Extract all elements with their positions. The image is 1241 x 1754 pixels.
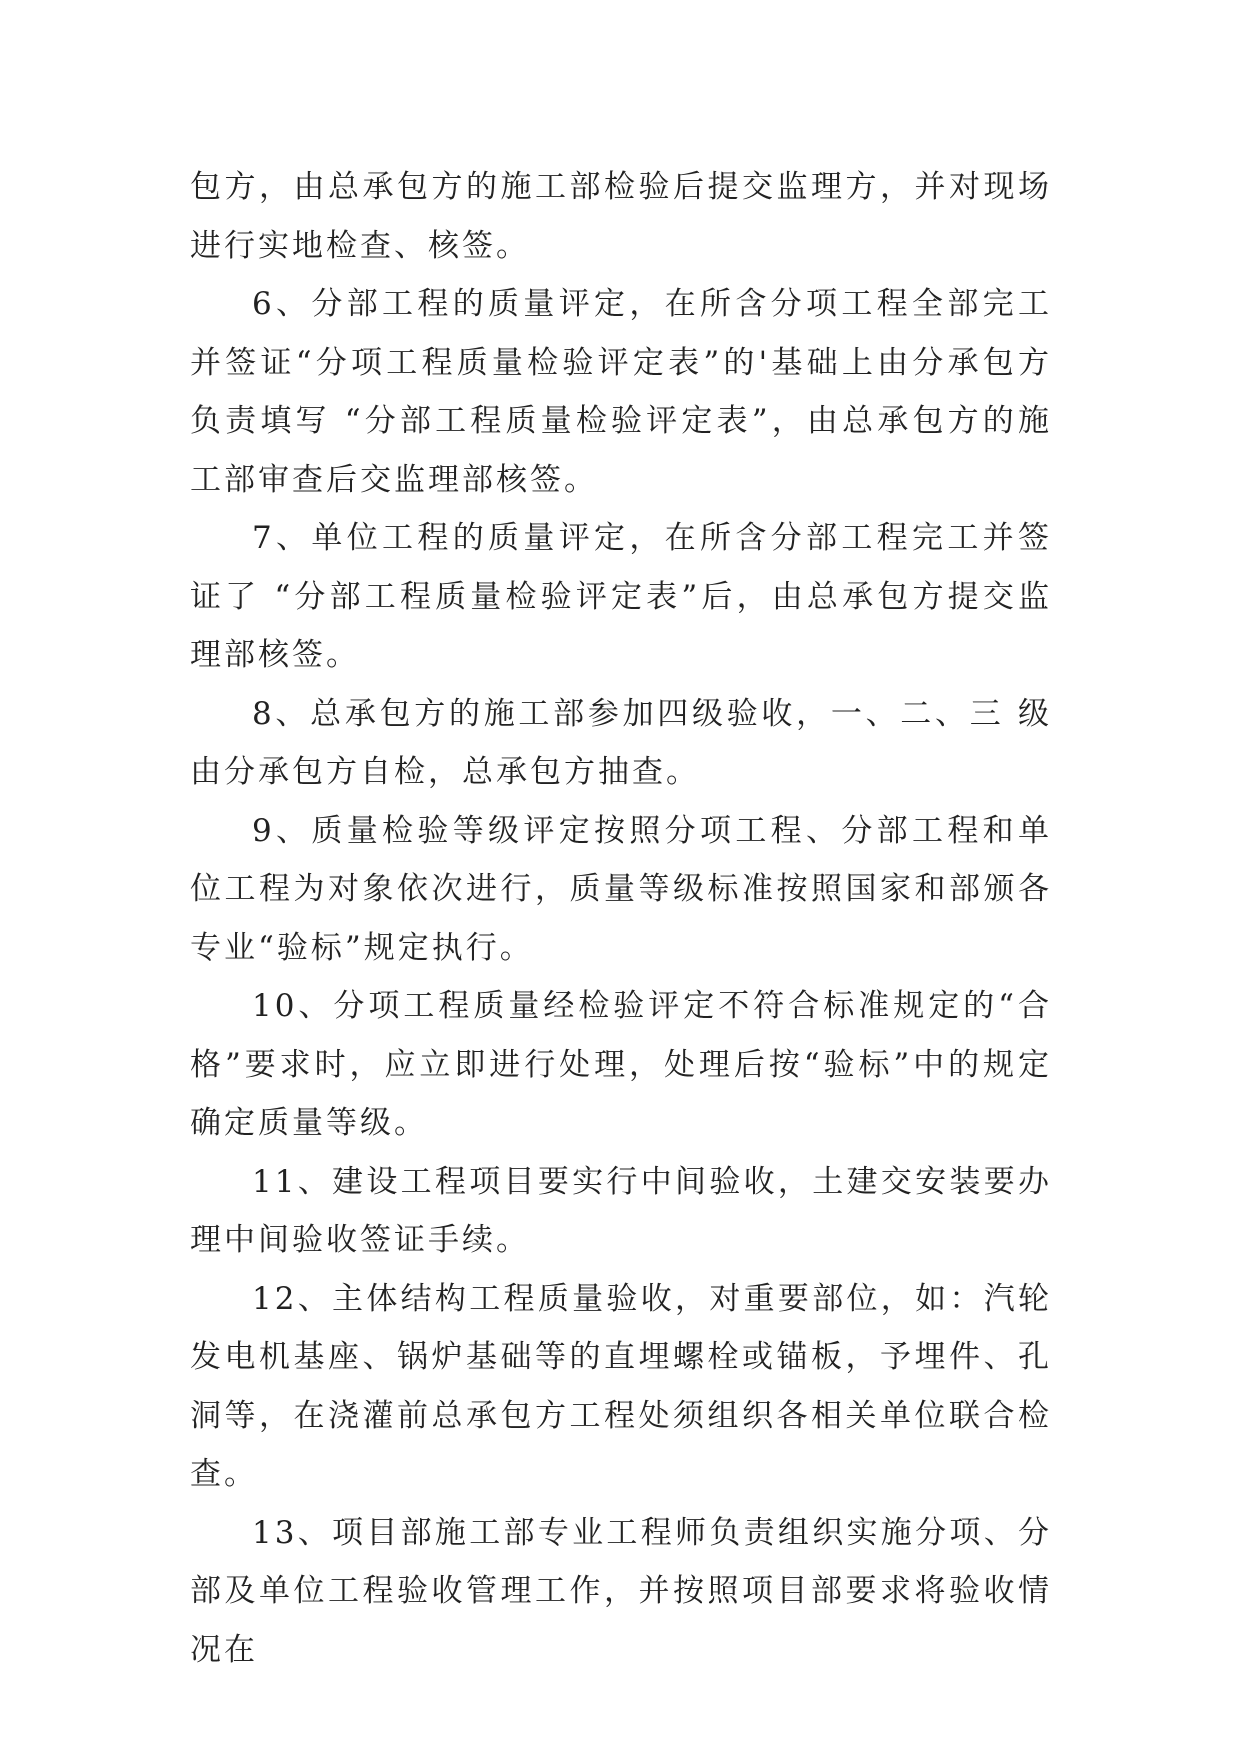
paragraph-continuation: 包方，由总承包方的施工部检验后提交监理方，并对现场进行实地检查、核签。 [190,169,1052,264]
paragraph-item-11: 11、建设工程项目要实行中间验收，土建交安装要办理中间验收签证手续。 [190,1163,1052,1258]
document-body [190,158,1052,1679]
paragraph-item-13: 13、项目部施工部专业工程师负责组织实施分项、分部及单位工程验收管理工作，并按照项目部要求将验收情况在 [190,1514,1052,1668]
paragraph-item-6: 6、分部工程的质量评定，在所含分项工程全部完工并签证“分项工程质量检验评定表”的'基础上由分承包方负责填写 “分部工程质量检验评定表”，由总承包方的施工部审查后交监理部核签。 [190,286,1052,498]
paragraph-item-7: 7、单位工程的质量评定，在所含分部工程完工并签证了 “分部工程质量检验评定表”后，由总承包方提交监理部核签。 [190,520,1052,673]
paragraph-item-10: 10、分项工程质量经检验评定不符合标准规定的“合格”要求时，应立即进行处理，处理后按“验标”中的规定确定质量等级。 [190,988,1052,1141]
paragraph-item-9: 9、质量检验等级评定按照分项工程、分部工程和单位工程为对象依次进行，质量等级标准按照国家和部颁各专业“验标”规定执行。 [190,812,1052,966]
paragraph-item-12: 12、主体结构工程质量验收，对重要部位，如：汽轮发电机基座、锅炉基础等的直埋螺栓或锚板，予埋件、孔洞等，在浇灌前总承包方工程处须组织各相关单位联合检查。 [190,1280,1052,1492]
paragraph-item-8: 8、总承包方的施工部参加四级验收，一、二、三 级由分承包方自检，总承包方抽查。 [190,695,1052,790]
